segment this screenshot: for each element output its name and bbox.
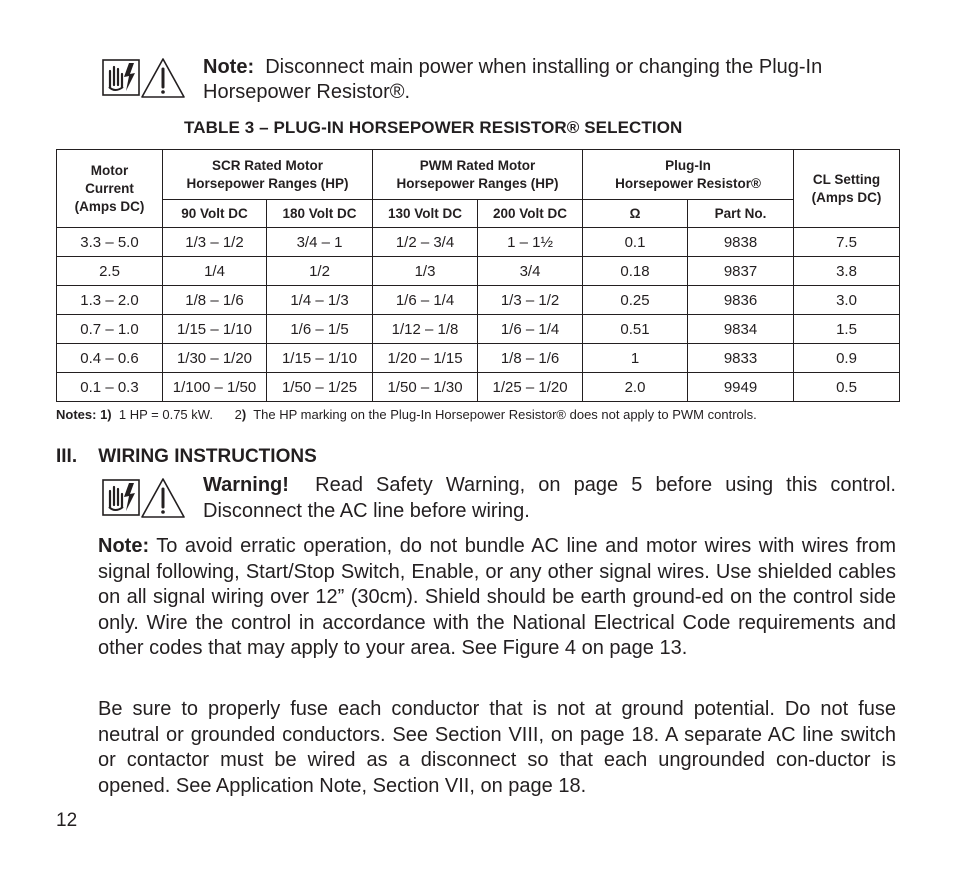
table-row: 0.7 – 1.0 1/15 – 1/10 1/6 – 1/5 1/12 – 1/8 1/6 – 1/4 0.51 9834 1.5 bbox=[57, 315, 900, 344]
resistor-selection-table bbox=[56, 149, 900, 402]
top-note-warning bbox=[141, 57, 186, 99]
subheader-ohm: Ω bbox=[583, 200, 688, 228]
subheader-200v: 200 Volt DC bbox=[478, 200, 583, 228]
table-row: 0.4 – 0.6 1/30 – 1/20 1/15 – 1/10 1/20 – 1/15 1/8 – 1/6 1 9833 0.9 bbox=[57, 344, 900, 373]
warning-text: Read Safety Warning, on page 5 before using this control. Disconnect the AC line before wiring. bbox=[203, 474, 896, 522]
section-title: WIRING INSTRUCTIONS bbox=[98, 446, 317, 467]
note-1-text: 1 HP = 0.75 kW. bbox=[118, 407, 213, 422]
note-2-number: 2 bbox=[234, 407, 242, 422]
table-notes bbox=[56, 407, 906, 422]
top-note bbox=[203, 55, 903, 105]
section-numeral: III. bbox=[56, 446, 78, 467]
table-row: 2.5 1/4 1/2 1/3 3/4 0.18 9837 3.8 bbox=[57, 257, 900, 286]
top-note-label: Note: bbox=[203, 56, 255, 78]
warning-triangle bbox=[141, 477, 186, 519]
note-1-number: 1) bbox=[100, 407, 112, 422]
note-label: Note: bbox=[98, 535, 150, 557]
warning-label: Warning! bbox=[203, 474, 289, 496]
note-paragraph bbox=[98, 534, 896, 662]
table-row: 1.3 – 2.0 1/8 – 1/6 1/4 – 1/3 1/6 – 1/4 1/3 – 1/2 0.25 9836 3.0 bbox=[57, 286, 900, 315]
notes-label: Notes: bbox=[56, 407, 97, 422]
subheader-90v: 90 Volt DC bbox=[163, 200, 267, 228]
header-plugin: Plug-In Horsepower Resistor® bbox=[583, 150, 794, 200]
note-2-paren: ) bbox=[241, 407, 247, 422]
section-heading bbox=[56, 446, 317, 468]
warning-triangle-icon bbox=[141, 57, 186, 99]
header-cl-setting: CL Setting (Amps DC) bbox=[794, 150, 900, 228]
page-number: 12 bbox=[56, 810, 78, 831]
table-row: 3.3 – 5.0 1/3 – 1/2 3/4 – 1 1/2 – 3/4 1 – 1½ 0.1 9838 7.5 bbox=[57, 228, 900, 257]
header-scr: SCR Rated Motor Horsepower Ranges (HP) bbox=[163, 150, 373, 200]
note-text: To avoid erratic operation, do not bundle AC line and motor wires with wires from signal following, Start/Stop Switch, Enable, or any other signal wires. Use shielded cables on all signal wiring over 12” (30cm). Shield should be earth ground-ed on the control side only. Wire the control in accordance with the National Electrical Code requirements and other codes that may apply to your area. See Figure 4 on page 13. bbox=[98, 535, 896, 659]
note-2-text: The HP marking on the Plug-In Horsepower Resistor® does not apply to PWM controls. bbox=[253, 407, 757, 422]
header-pwm: PWM Rated Motor Horsepower Ranges (HP) bbox=[373, 150, 583, 200]
fuse-paragraph: Be sure to properly fuse each conductor that is not at ground potential. Do not fuse neutral or grounded conductors. See Section VIII, on page 18. A separate AC line switch or contactor must be wired as a disconnect so that each ungrounded con-ductor is opened. See Application Note, Section VII, on page 18. bbox=[98, 698, 896, 797]
top-note-text: Disconnect main power when installing or changing the Plug-In Horsepower Resistor®. bbox=[203, 56, 823, 103]
subheader-130v: 130 Volt DC bbox=[373, 200, 478, 228]
warning-paragraph bbox=[203, 473, 896, 524]
subheader-180v: 180 Volt DC bbox=[267, 200, 373, 228]
header-motor-current: Motor Current (Amps DC) bbox=[57, 150, 163, 228]
table-title: TABLE 3 – PLUG-IN HORSEPOWER RESISTOR® SELECTION bbox=[184, 118, 683, 137]
warning-triangle-icon bbox=[141, 477, 186, 519]
table-row: 0.1 – 0.3 1/100 – 1/50 1/50 – 1/25 1/50 – 1/30 1/25 – 1/20 2.0 9949 0.5 bbox=[57, 373, 900, 402]
subheader-part-no: Part No. bbox=[688, 200, 794, 228]
